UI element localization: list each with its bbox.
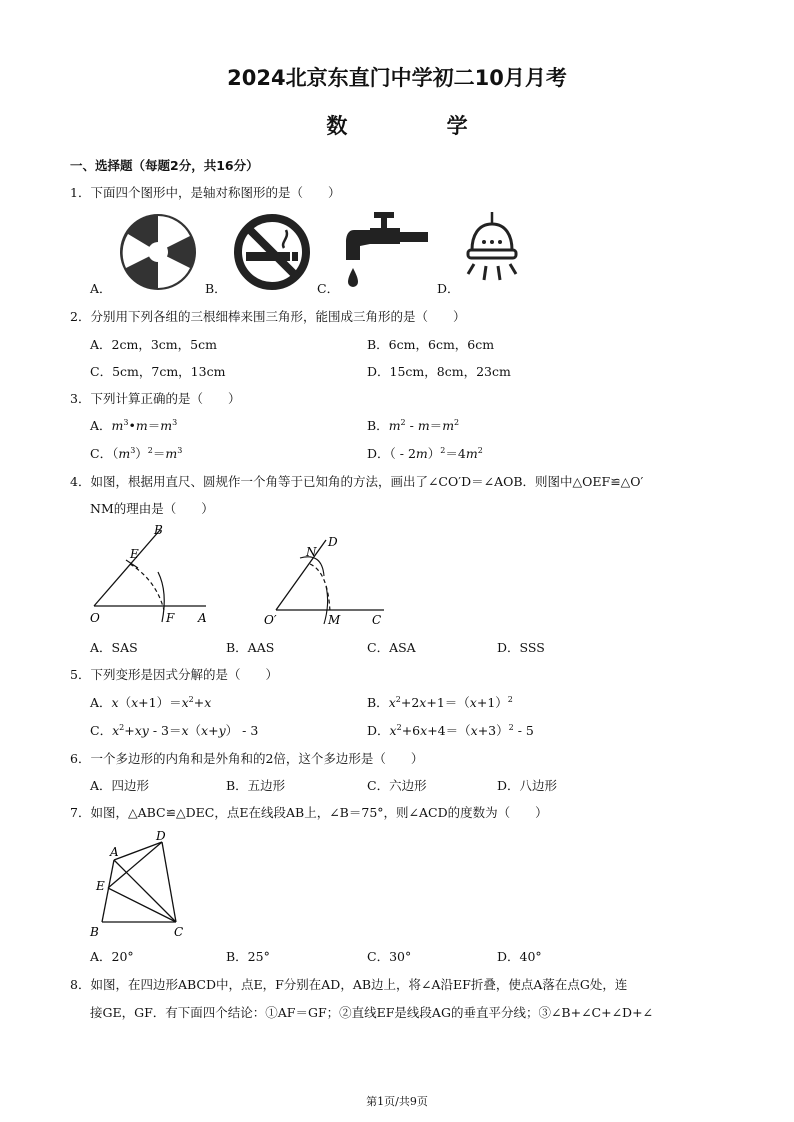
tri-blade-icon [118,212,198,292]
q7-label-c: C [174,925,184,939]
q4-option-a: A．SAS [90,640,138,655]
question-2-stem: 2．分别用下列各组的三根细棒来围三角形，能围成三角形的是（ ） [70,309,466,324]
fig1-label-f: F [166,611,175,625]
q7-label-b: B [90,925,99,939]
q1-label-c: C． [317,281,340,296]
q4-option-c: C．ASA [367,640,416,655]
q1-label-d: D． [437,281,460,296]
q2-option-a: A．2cm，3cm，5cm [90,337,217,352]
q6-option-b: B．五边形 [226,778,286,793]
fig2-label-o-prime: O′ [264,613,277,627]
q7-option-a: A．20° [90,949,134,964]
q7-label-d: D [156,830,166,843]
subject-heading: 数 学 [326,114,514,138]
fig1-label-e: E [130,547,139,561]
q6-option-d: D．八边形 [497,778,558,793]
fig2-label-c: C [372,613,382,627]
q7-option-c: C．30° [367,949,412,964]
q7-option-d: D．40° [497,949,542,964]
q7-option-b: B．25° [226,949,270,964]
q4-figure-2 [262,530,392,628]
question-4-stem-line1: 4．如图，根据用直尺、圆规作一个角等于已知角的方法，画出了∠CO′D＝∠AOB．则图中△OEF≌△O′ [70,474,644,489]
q2-option-c: C．5cm，7cm，13cm [90,364,226,379]
fig1-label-b: B [154,523,163,537]
q5-option-a: A．$x(x+1)=x^2+x$ [90,694,212,710]
q3-option-a: A．$m^3•m=m^3$ [90,417,178,433]
fig2-label-d: D [328,535,338,549]
q7-label-e: E [96,879,105,893]
question-5-stem: 5．下列变形是因式分解的是（ ） [70,667,278,682]
q5-option-d: D．$x^2+6x+4=(x+3)^2 - 5$ [367,722,534,738]
fig1-label-o: O [90,611,100,625]
question-4-stem-line2: NM的理由是（ ） [90,501,214,516]
q3-option-b: B．$m^2 - m=m^2$ [367,417,460,433]
question-8-line1: 8．如图，在四边形ABCD中，点E，F分别在AD，AB边上，将∠A沿EF折叠，使点A落在点G处，连 [70,977,628,992]
page-footer: 第1页/共9页 [366,1095,428,1108]
question-1-stem: 1．下面四个图形中，是轴对称图形的是（ ） [70,185,341,200]
q6-option-a: A．四边形 [90,778,150,793]
q3-option-c: C．$(m^3)^2=m^3$ [90,445,183,461]
q4-option-d: D．SSS [497,640,545,655]
section-heading: 一、选择题（每题2分，共16分） [70,158,259,173]
q4-figure-1 [86,522,216,626]
q1-label-a: A． [90,281,112,296]
question-6-stem: 6．一个多边形的内角和是外角和的2倍，这个多边形是（ ） [70,751,424,766]
q2-option-b: B．6cm，6cm，6cm [367,337,495,352]
fig2-label-m: M [328,613,341,627]
lamp-icon [460,210,524,290]
q6-option-c: C．六边形 [367,778,427,793]
question-7-stem: 7．如图，△ABC≌△DEC，点E在线段AB上，∠B＝75°，则∠ACD的度数为（ ） [70,805,548,820]
q5-option-c: C．$x^2+xy - 3=x(x+y) - 3$ [90,722,259,738]
faucet-icon [344,210,430,294]
q3-option-d: D．（ - $2m)^2=4m^2$ [367,445,483,461]
no-smoking-icon [232,212,312,292]
fig1-label-a: A [198,611,207,625]
page-title: 2024北京东直门中学初二10月月考 [227,66,567,90]
fig2-label-n: N [306,545,317,559]
q1-label-b: B． [205,281,227,296]
question-8-line2: 接GE，GF．有下面四个结论：①AF＝GF；②直线EF是线段AG的垂直平分线；③∠B+∠C+∠D+∠ [90,1005,654,1020]
q7-figure [88,830,198,942]
question-3-stem: 3．下列计算正确的是（ ） [70,391,241,406]
q7-label-a: A [110,845,119,859]
q5-option-b: B．$x^2+2x+1=(x+1)^2$ [367,694,513,710]
q2-option-d: D．15cm，8cm，23cm [367,364,511,379]
q4-option-b: B．AAS [226,640,275,655]
